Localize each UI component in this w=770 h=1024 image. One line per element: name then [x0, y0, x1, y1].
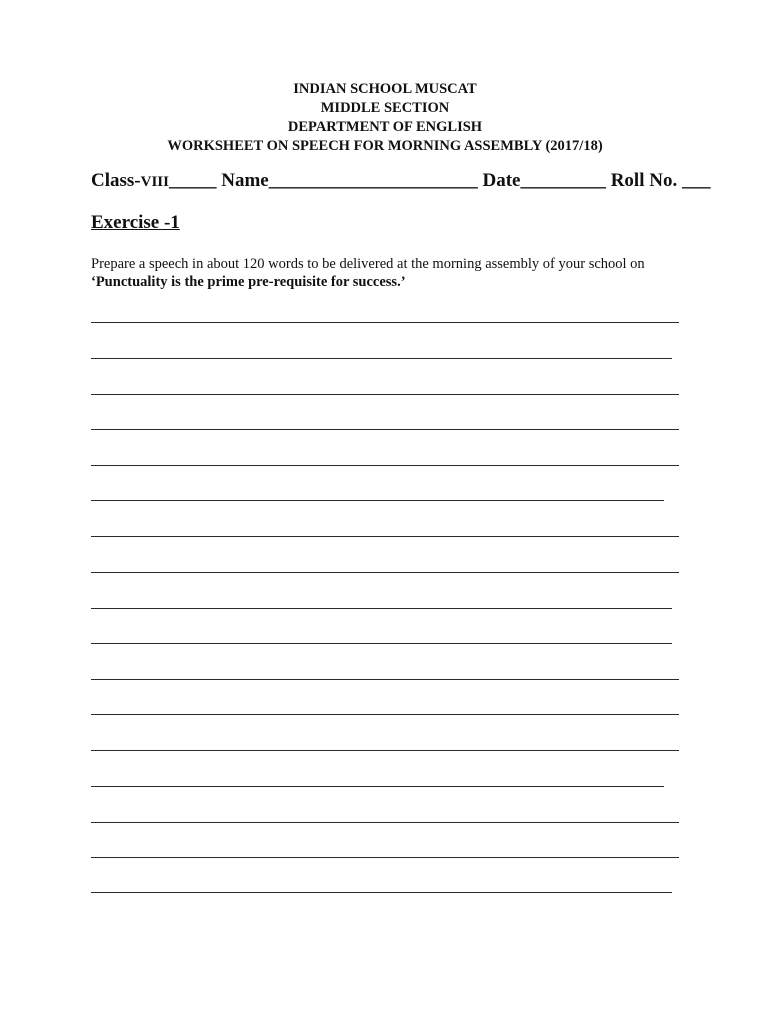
speech-topic: ‘Punctuality is the prime pre-requisite for success.’: [91, 274, 406, 290]
name-blank[interactable]: ______________________: [268, 170, 478, 191]
answer-line[interactable]: [91, 358, 672, 359]
answer-line[interactable]: [91, 857, 679, 858]
answer-line[interactable]: [91, 750, 679, 751]
section-name: MIDDLE SECTION: [320, 100, 450, 116]
department-name: DEPARTMENT OF ENGLISH: [287, 119, 483, 135]
class-blank[interactable]: _____: [168, 170, 217, 191]
roll-number-blank[interactable]: ___: [681, 170, 711, 191]
answer-line[interactable]: [91, 322, 679, 323]
school-name: INDIAN SCHOOL MUSCAT: [293, 81, 477, 97]
instruction-block: [91, 255, 645, 291]
name-label: Name: [221, 170, 269, 191]
answer-line[interactable]: [91, 572, 679, 573]
answer-line[interactable]: [91, 786, 664, 787]
student-info-row: [91, 170, 710, 192]
answer-line[interactable]: [91, 892, 672, 893]
class-value: VIII: [140, 174, 169, 190]
answer-line[interactable]: [91, 429, 679, 430]
date-blank[interactable]: _________: [520, 170, 606, 191]
worksheet-header: [0, 80, 770, 156]
answer-line[interactable]: [91, 394, 679, 395]
date-label: Date: [482, 170, 521, 191]
answer-line[interactable]: [91, 822, 679, 823]
answer-line[interactable]: [91, 465, 679, 466]
answer-line[interactable]: [91, 608, 672, 609]
instruction-text: Prepare a speech in about 120 words to be delivered at the morning assembly of your school on: [91, 256, 645, 272]
answer-line[interactable]: [91, 714, 679, 715]
roll-number-label: Roll No.: [610, 170, 678, 191]
worksheet-title: WORKSHEET ON SPEECH FOR MORNING ASSEMBLY (2017/18): [167, 138, 603, 154]
exercise-title: Exercise -1: [91, 212, 180, 233]
class-label: Class-: [91, 170, 141, 191]
answer-line[interactable]: [91, 500, 664, 501]
answer-line[interactable]: [91, 679, 679, 680]
answer-line[interactable]: [91, 643, 672, 644]
answer-line[interactable]: [91, 536, 679, 537]
